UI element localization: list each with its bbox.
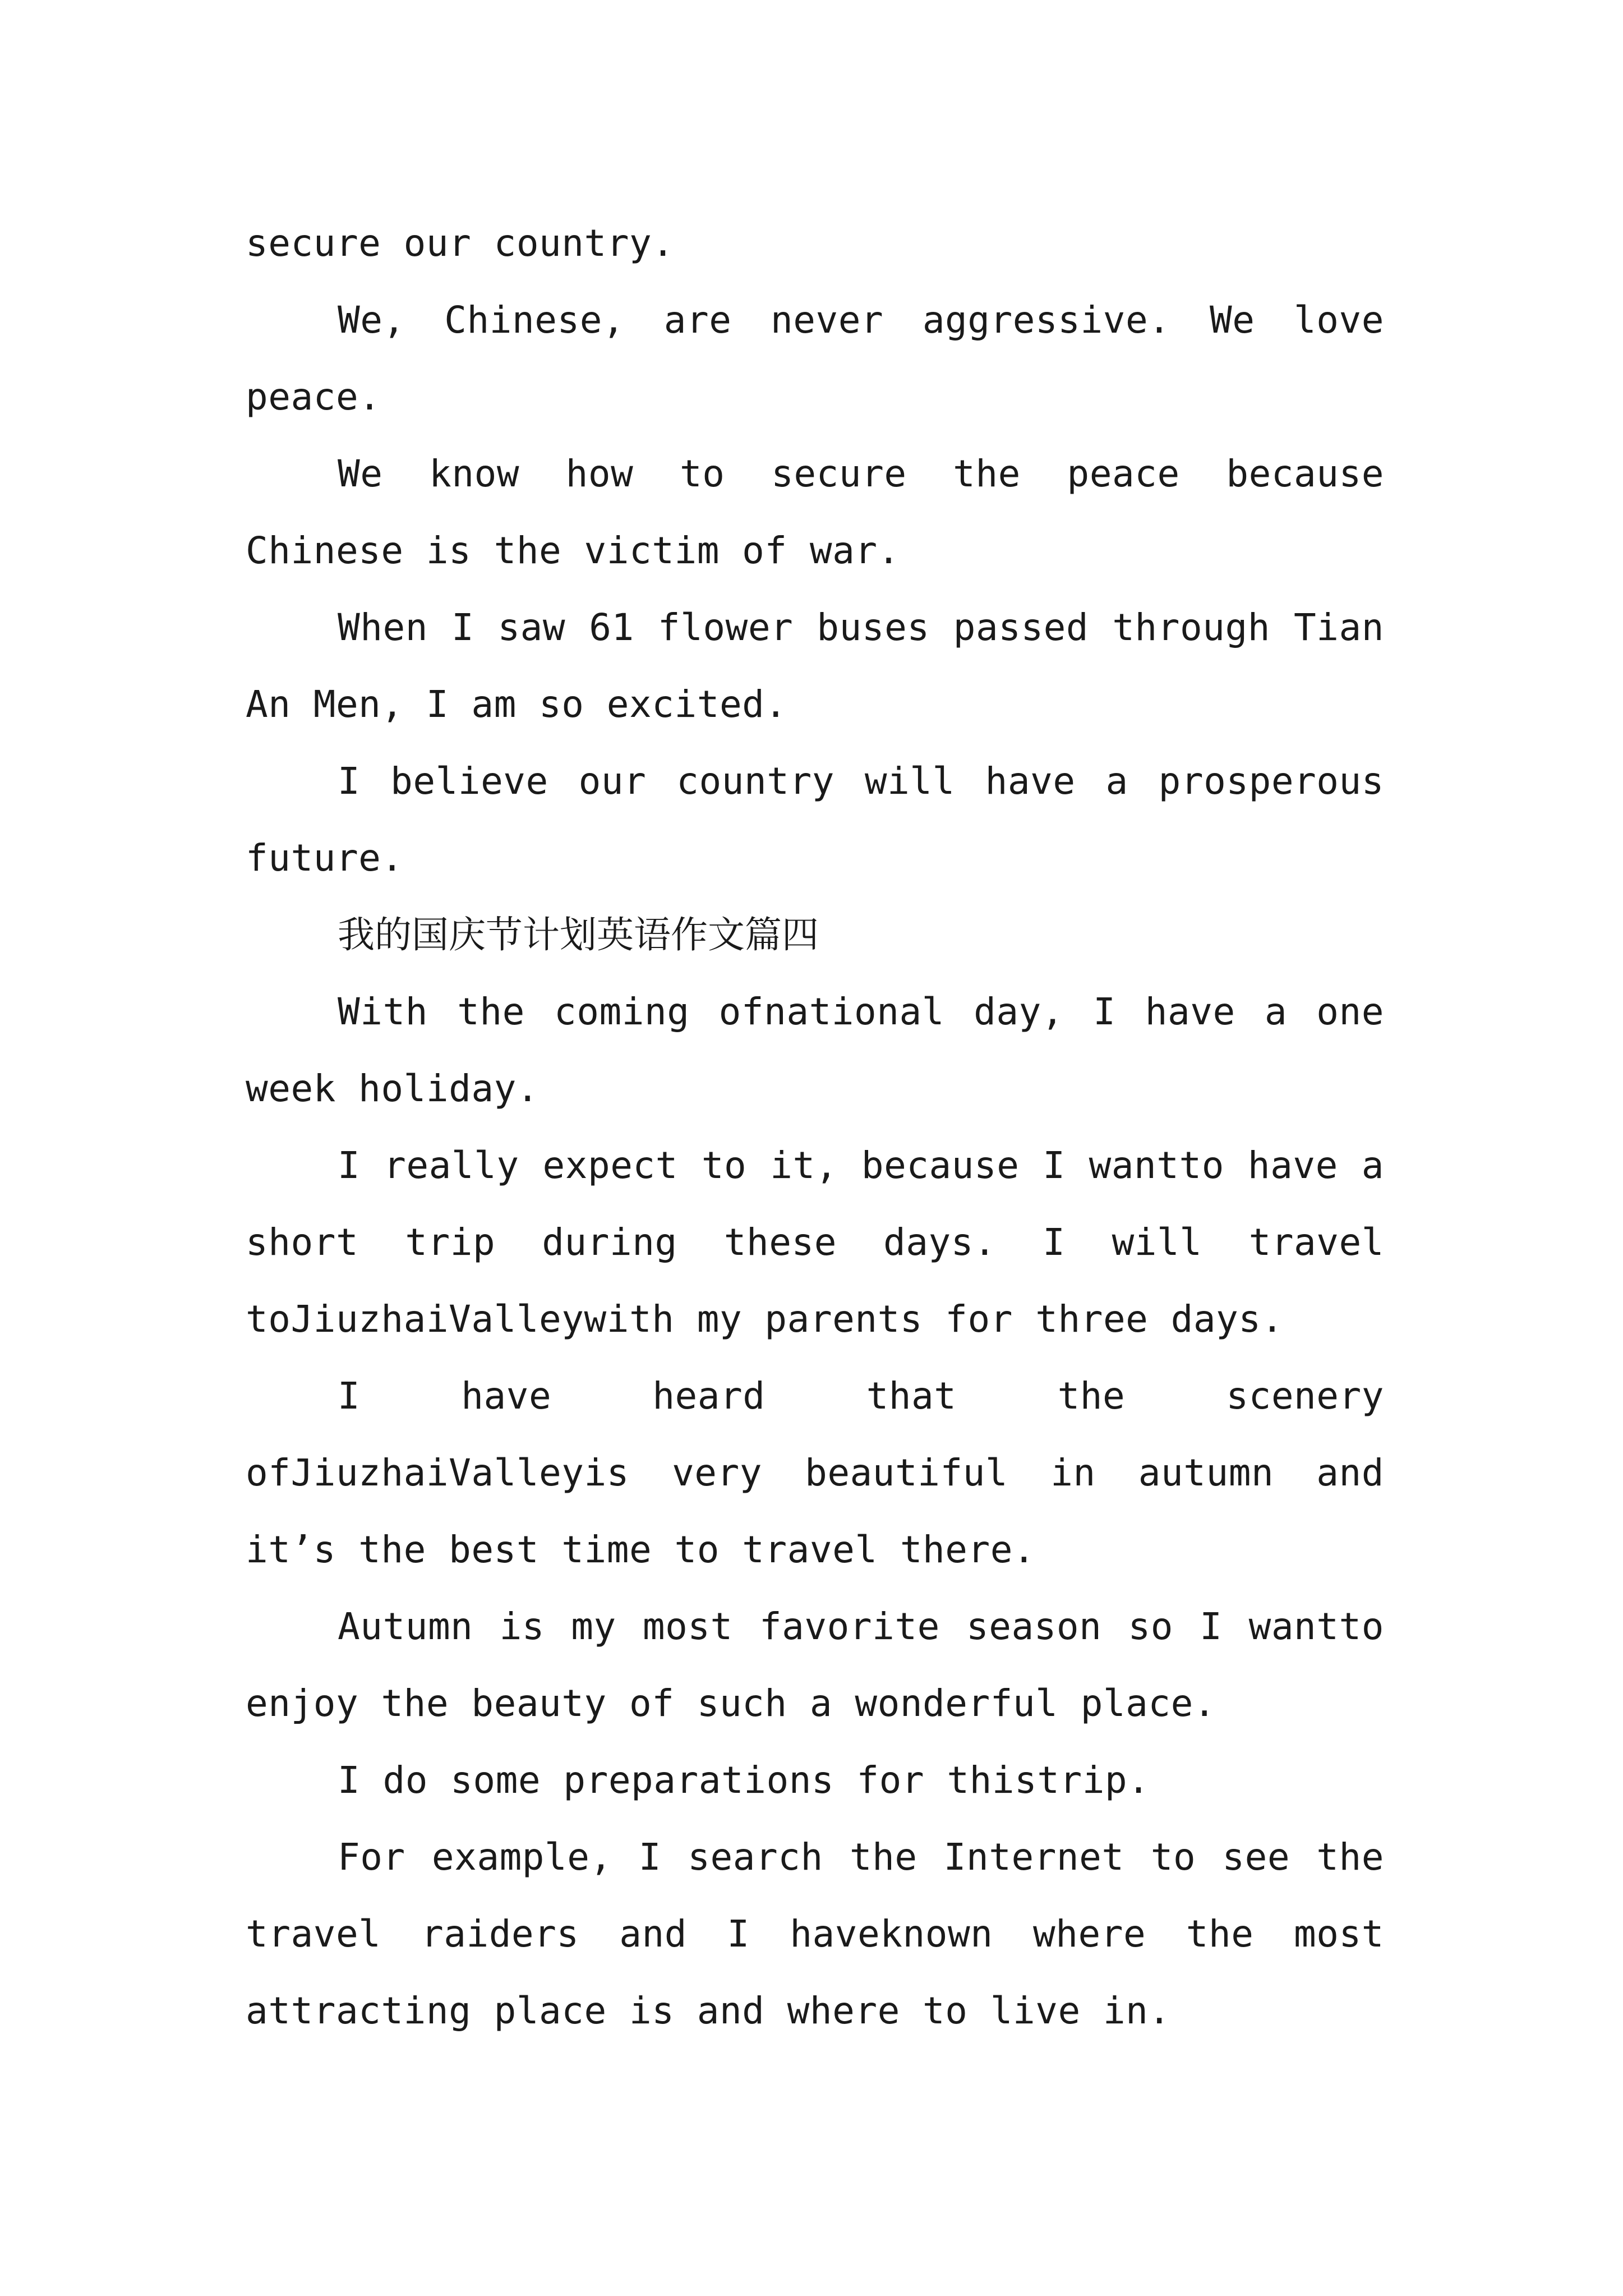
paragraph: I believe our country will have a prosperous future. <box>246 760 1384 880</box>
paragraph: We know how to secure the peace because Chinese is the victim of war. <box>246 452 1384 572</box>
paragraph: With the coming ofnational day, I have a one week holiday. <box>246 990 1384 1110</box>
paragraph: I really expect to it, because I wantto have a short trip during these days. I will travel toJiuzhaiValleywith my parents for three days. <box>246 1144 1384 1341</box>
paragraph-continuation: secure our country. <box>246 222 675 265</box>
paragraph: I have heard that the scenery ofJiuzhaiValleyis very beautiful in autumn and it’s the best time to travel there. <box>246 1374 1384 1571</box>
document-body <box>246 205 1384 2049</box>
paragraph: We, Chinese, are never aggressive. We love peace. <box>246 298 1384 418</box>
paragraph: For example, I search the Internet to see the travel raiders and I haveknown where the most attracting place is and where to live in. <box>246 1835 1384 2032</box>
paragraph: Autumn is my most favorite season so I wantto enjoy the beauty of such a wonderful place. <box>246 1605 1384 1725</box>
section-heading: 我的国庆节计划英语作文篇四 <box>338 913 819 956</box>
paragraph: I do some preparations for thistrip. <box>338 1759 1150 1802</box>
paragraph: When I saw 61 flower buses passed through Tian An Men, I am so excited. <box>246 606 1384 726</box>
